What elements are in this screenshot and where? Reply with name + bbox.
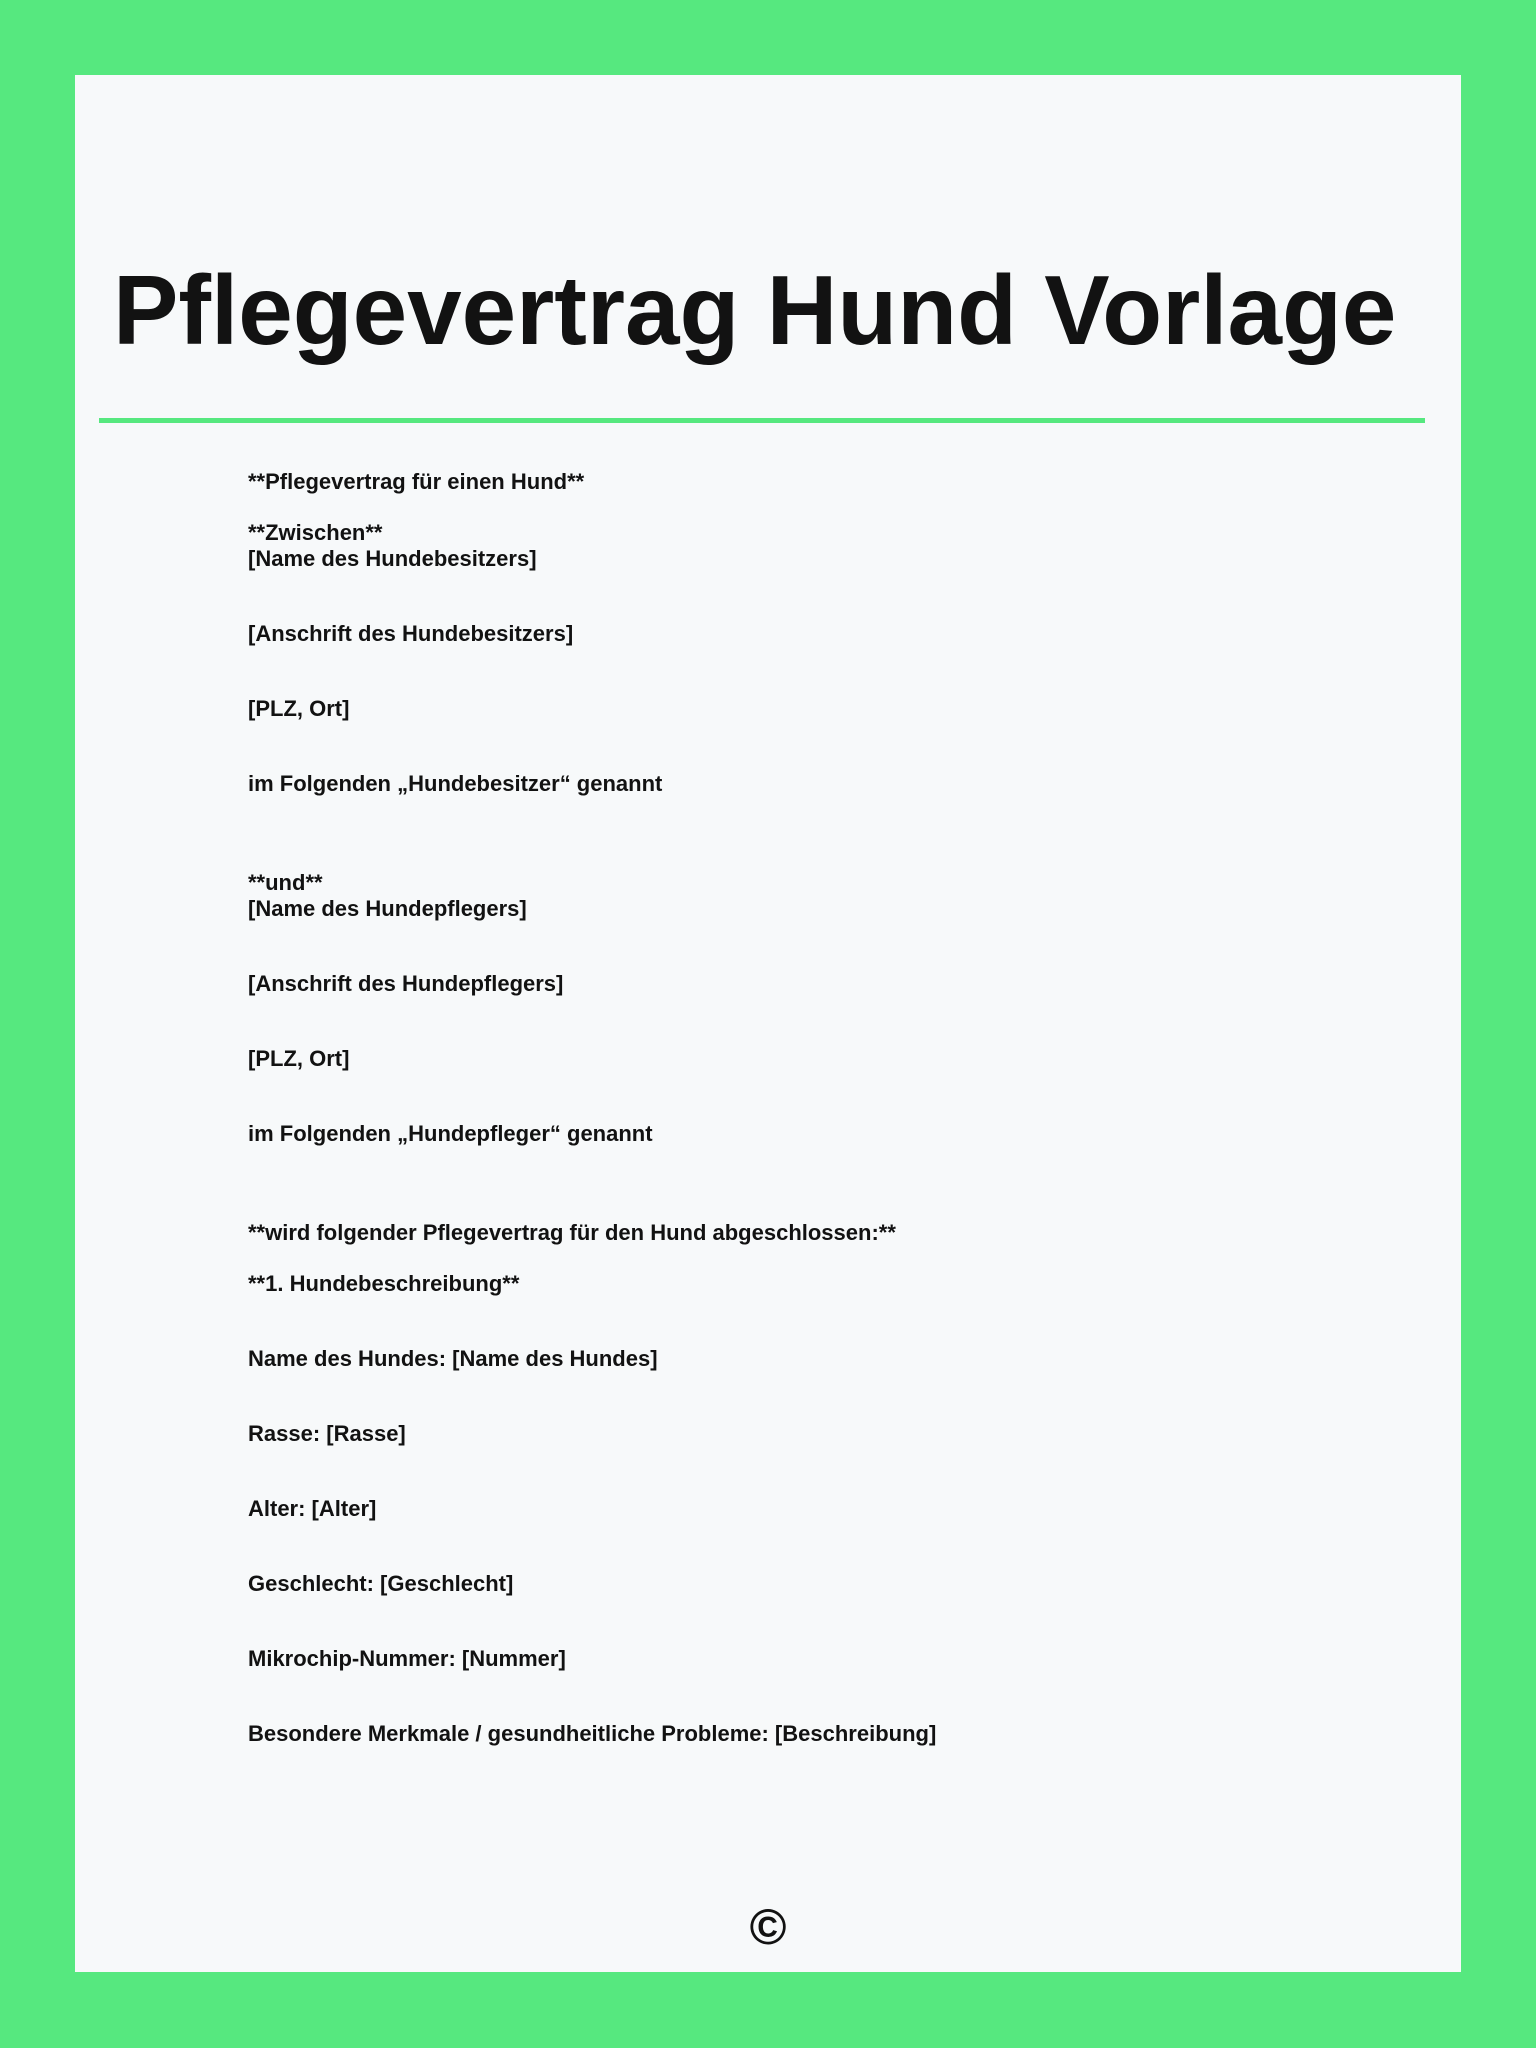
paragraph — [248, 1346, 1401, 1372]
paragraph — [248, 1421, 1401, 1447]
text-line: [Anschrift des Hundepflegers] — [248, 971, 564, 996]
paragraph — [248, 971, 1401, 997]
text-line: [PLZ, Ort] — [248, 696, 350, 721]
text-line: [PLZ, Ort] — [248, 1046, 350, 1071]
text-line: Geschlecht: [Geschlecht] — [248, 1571, 514, 1596]
text-line: [Anschrift des Hundebesitzers] — [248, 621, 574, 646]
text-line: **Zwischen** — [248, 520, 383, 545]
copyright-symbol: © — [749, 1899, 787, 1955]
text-line: **1. Hundebeschreibung** — [248, 1271, 520, 1296]
document-page — [75, 75, 1461, 1972]
paragraph — [248, 870, 1401, 922]
document-body — [75, 469, 1461, 1747]
paragraph — [248, 621, 1401, 647]
text-line: im Folgenden „Hundebesitzer“ genannt — [248, 771, 663, 796]
paragraph — [248, 771, 1401, 797]
text-line: Alter: [Alter] — [248, 1496, 377, 1521]
paragraph — [248, 1721, 1401, 1747]
paragraph — [248, 1271, 1401, 1297]
text-line: Mikrochip-Nummer: [Nummer] — [248, 1646, 566, 1671]
paragraph — [248, 1220, 1401, 1246]
paragraph — [248, 520, 1401, 572]
text-line: **und** — [248, 870, 323, 895]
paragraph — [248, 1646, 1401, 1672]
text-line: Rasse: [Rasse] — [248, 1421, 406, 1446]
text-line: [Name des Hundebesitzers] — [248, 546, 537, 571]
text-line: Besondere Merkmale / gesundheitliche Probleme: [Beschreibung] — [248, 1721, 937, 1746]
paragraph — [248, 1571, 1401, 1597]
text-line: **Pflegevertrag für einen Hund** — [248, 469, 585, 494]
text-line: **wird folgender Pflegevertrag für den Hund abgeschlossen:** — [248, 1220, 896, 1245]
text-line: im Folgenden „Hundepfleger“ genannt — [248, 1121, 653, 1146]
text-line: [Name des Hundepflegers] — [248, 896, 527, 921]
page-title: Pflegevertrag Hund Vorlage — [113, 255, 1397, 365]
paragraph — [248, 1496, 1401, 1522]
paragraph — [248, 696, 1401, 722]
paragraph — [248, 1121, 1401, 1147]
paragraph — [248, 469, 1401, 495]
text-line: Name des Hundes: [Name des Hundes] — [248, 1346, 658, 1371]
title-divider — [99, 418, 1425, 423]
paragraph — [248, 1046, 1401, 1072]
